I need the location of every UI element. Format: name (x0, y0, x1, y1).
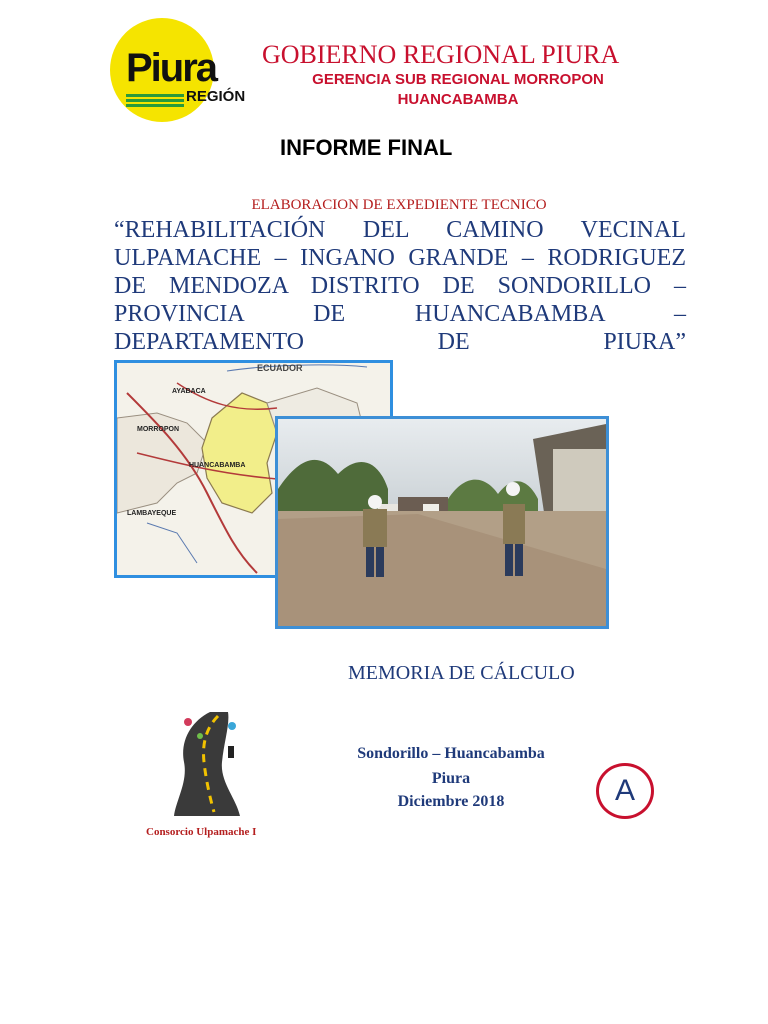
document-subtitle: MEMORIA DE CÁLCULO (348, 662, 575, 684)
logo-subtitle: REGIÓN (186, 88, 246, 105)
gerencia-line-1: GERENCIA SUB REGIONAL MORROPON (312, 71, 604, 88)
location-line-1: Sondorillo – Huancabamba (357, 745, 545, 762)
logo-stripes (126, 94, 184, 109)
map-label-morropon: MORROPON (137, 426, 179, 433)
project-title: “REHABILITACIÓN DEL CAMINO VECINAL ULPAMACHE – INGANO GRANDE – RODRIGUEZ DE MENDOZA DISTRITO DE SONDORILLO – PROVINCIA DE HUANCABAMBA – DEPARTAMENTO DE PIURA” (114, 217, 686, 355)
map-label-lambayeque: LAMBAYEQUE (127, 510, 177, 517)
document-date: Diciembre 2018 (397, 793, 505, 810)
map-label-huancabamba: HUANCABAMBA (189, 462, 246, 469)
road-site-photo (275, 416, 609, 629)
map-label-ecuador: ECUADOR (257, 363, 303, 373)
road-icon (170, 712, 242, 816)
location-line-2: Piura (431, 770, 471, 787)
photo-illustration (278, 419, 606, 626)
piura-region-logo (110, 18, 252, 122)
report-title: INFORME FINAL (280, 135, 453, 160)
government-title: GOBIERNO REGIONAL PIURA (262, 40, 620, 69)
logo-word: Piura (126, 46, 217, 90)
gerencia-line-2: HUANCABAMBA (397, 91, 519, 108)
consortium-road-logo (170, 712, 242, 816)
elaboration-label: ELABORACION DE EXPEDIENTE TECNICO (251, 197, 547, 213)
map-label-ayabaca: AYABACA (172, 388, 206, 395)
gerencia-block (258, 70, 658, 110)
consortium-name: Consorcio Ulpamache I (146, 826, 257, 838)
revision-badge: A (596, 763, 654, 819)
